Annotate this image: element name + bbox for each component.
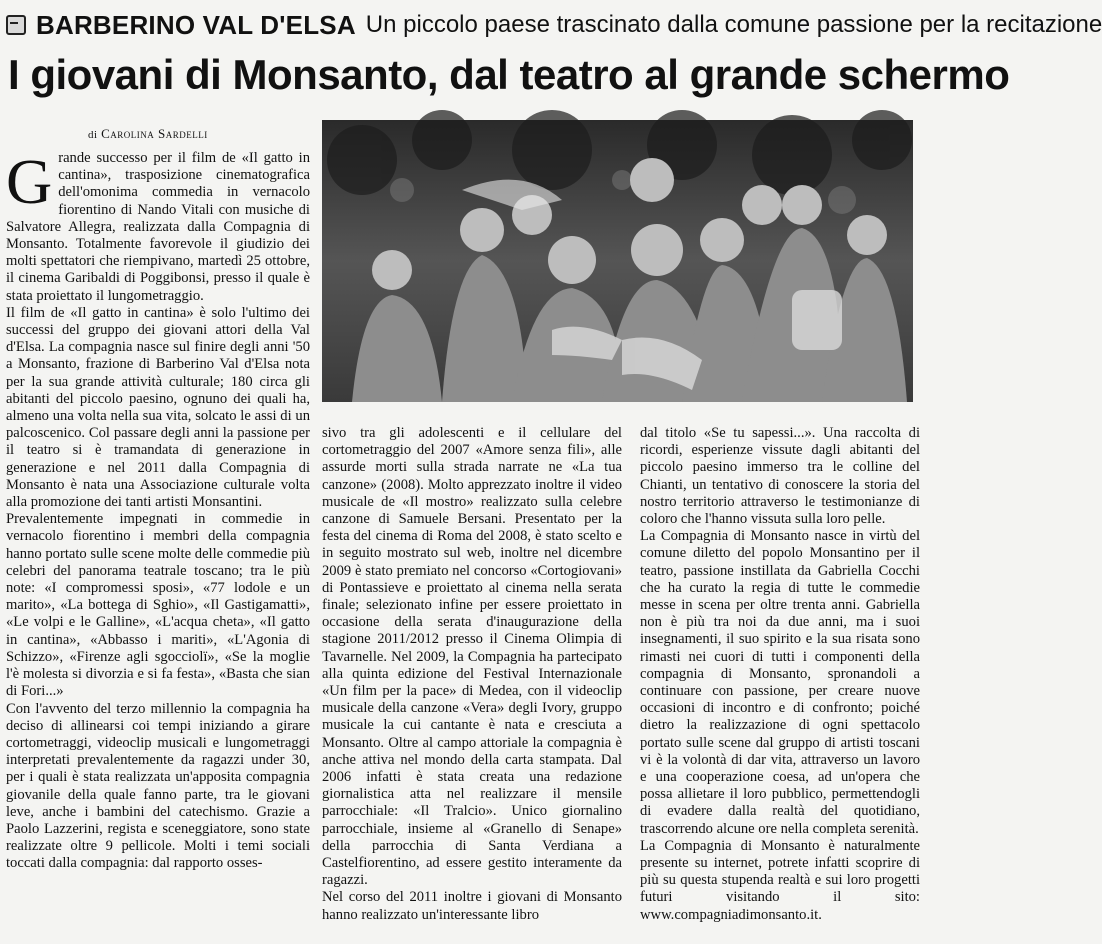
paragraph-1: rande successo per il film de «Il gatto in cantina», trasposizione cinematografica dell'omonima commedia in vernacolo fiorentino di Nando Vitali con musiche di Salvatore Allegra, realizzata dalla Compagnia di Monsanto. Totalmente favorevole il giudizio dei molti spettatori che riempivano, martedì 25 ottobre, il cinema Garibaldi di Poggibonsi, presso il quale è stata proiettato il lungometraggio. [6,150,310,304]
byline-author: Carolina Sardelli [101,126,208,141]
paragraph-2: Il film de «Il gatto in cantina» è solo l'ultimo dei successi del gruppo dei giovani attori della Val d'Elsa. La compagnia nasce sul finire degli anni '50 a Monsanto, frazione di Barberino Val d'Elsa nota per la sua grande attività culturale; 180 circa gli abitanti del piccolo paesino, ognuno dei quali ha, almeno una volta nella sua vita, solcato le assi di un palcoscenico. Col passare degli anni la passione per il teatro si è tramandata di generazione in generazione e nel 2011 dalla Compagnia di Monsanto è nata una Associazione culturale volta alla promozione dei tanti artisti Monsantini. [6,304,310,511]
group-photo [322,120,913,402]
article-column-1 [6,146,310,873]
paragraph-9: La Compagnia di Monsanto è naturalmente presente su internet, potrete infatti scoprire di più su questa stupenda realtà e sui loro progetti futuri visitando il sito: www.compagniadimonsanto.it. [640,837,920,923]
article-column-3 [640,425,920,924]
paragraph-5: sivo tra gli adolescenti e il cellulare del cortometraggio del 2007 «Amore senza fili», alle assurde morti sulla strada narrate ne «La tua canzone» (2008). Molto apprezzato inoltre il video musicale de «Il mostro» realizzato sulla celebre canzone di Samuele Bersani. Presentato per la festa del cinema di Roma del 2008, è stato scelto e in seguito mostrato sul web, inoltre nel dicembre 2009 è stato premiato nel concorso «Cortogiovani» di Pontassieve e proiettato al cinema nella serata finale; selezionato infine per essere proiettato in occasione della serata d'inaugurazione della stagione 2011/2012 presso il Cinema Olimpia di Tavarnelle. Nel 2009, la Compagnia ha partecipato alla quinta edizione del Festival Internazionale «Un film per la pace» di Medea, con il videoclip musicale della canzone «Vera» degli Ivory, gruppo musicale la cui cantante è nata e cresciuta a Monsanto. Oltre al campo attoriale la compagnia è anche attiva nel mondo della carta stampata. Dal 2006 infatti è stata creata una redazione giornalistica atta nel realizzare il mensile parrocchiale: «Il Tralcio». Unico giornalino parrocchiale, insieme al «Granello di Senape» della parrocchia di Santa Verdiana a Castelfiorentino, ad essere gestito interamente da ragazzi. [322,425,622,889]
article-column-2 [322,425,622,924]
kicker-place: BARBERINO VAL D'ELSA [36,9,356,40]
headline: I giovani di Monsanto, dal teatro al grande schermo [8,51,1010,98]
group-photo-image [322,120,913,402]
paragraph-6: Nel corso del 2011 inoltre i giovani di Monsanto hanno realizzato un'interessante libro [322,889,622,923]
byline [88,126,208,142]
paragraph-7: dal titolo «Se tu sapessi...». Una raccolta di ricordi, esperienze vissute dagli abitanti del piccolo paesino immerso tra le colline del Chianti, un tentativo di conoscere la storia del nostro territorio attraverso le testimonianze di coloro che l'hanno vissuta sulla loro pelle. [640,425,920,528]
kicker-subtitle: Un piccolo paese trascinato dalla comune passione per la recitazione [365,11,1102,38]
paragraph-8: La Compagnia di Monsanto nasce in virtù del comune diletto del popolo Monsantino per il teatro, passione instillata da Gabriella Cocchi che ha curato la regia di tutte le commedie messe in scena per oltre trenta anni. Gabriella non è più tra noi da due anni, ma i suoi insegnamenti, il suo spirito e la sua risata sono rimasti nei cuori di tutti i componenti della compagnia di Monsanto, spronandoli a continuare con passione, per creare nuove occasioni di incontro e di confronto; poiché dietro la realizzazione di ogni spettacolo portato sulle scene dal gruppo di artisti toscani vi è la volontà di dar vita, attraverso un lavoro e una cooperazione coesa, ad un'opera che possa allietare il loro pubblico, permettendogli di evadere dalla realtà del quotidiano, trascorrendo alcune ore nella completa serenità. [640,528,920,837]
newspaper-icon [6,15,26,35]
paragraph-3: Prevalentemente impegnati in commedie in vernacolo fiorentino i membri della compagnia hanno portato sulle scene molte delle commedie più celebri del panorama teatrale toscano; tra le più note: «I compromessi sposi», «77 lodole e un marito», «La bottega di Sghio», «Il Gastigamatti», «Le volpi e le Galline», «L'acqua cheta», «Il gatto in cantina», «Abbasso i mariti», «L'Agonia di Schizzo», «Firenze agli sgocciolï», «Se la moglie l'è molesta si divorzia e si fa festa», «Basta che sian di Fori...» [6,511,310,700]
dropcap: G [6,146,53,217]
kicker [6,8,1102,42]
paragraph-4: Con l'avvento del terzo millennio la compagnia ha deciso di allinearsi coi tempi iniziando a girare cortometraggi, videoclip musicali e lungometraggi interpretati prevalentemente da ragazzi under 30, per i quali è stata realizzata un'apposita compagnia giovanile della quale fanno parte, tra le giovani leve, anche i bambini del catechismo. Grazie a Paolo Lazzerini, regista e sceneggiatore, sono state realizzate oltre 9 pellicole. Molti i temi sociali toccati dalla compagnia: dal rapporto osses- [6,700,310,872]
byline-prefix: di [88,129,98,141]
